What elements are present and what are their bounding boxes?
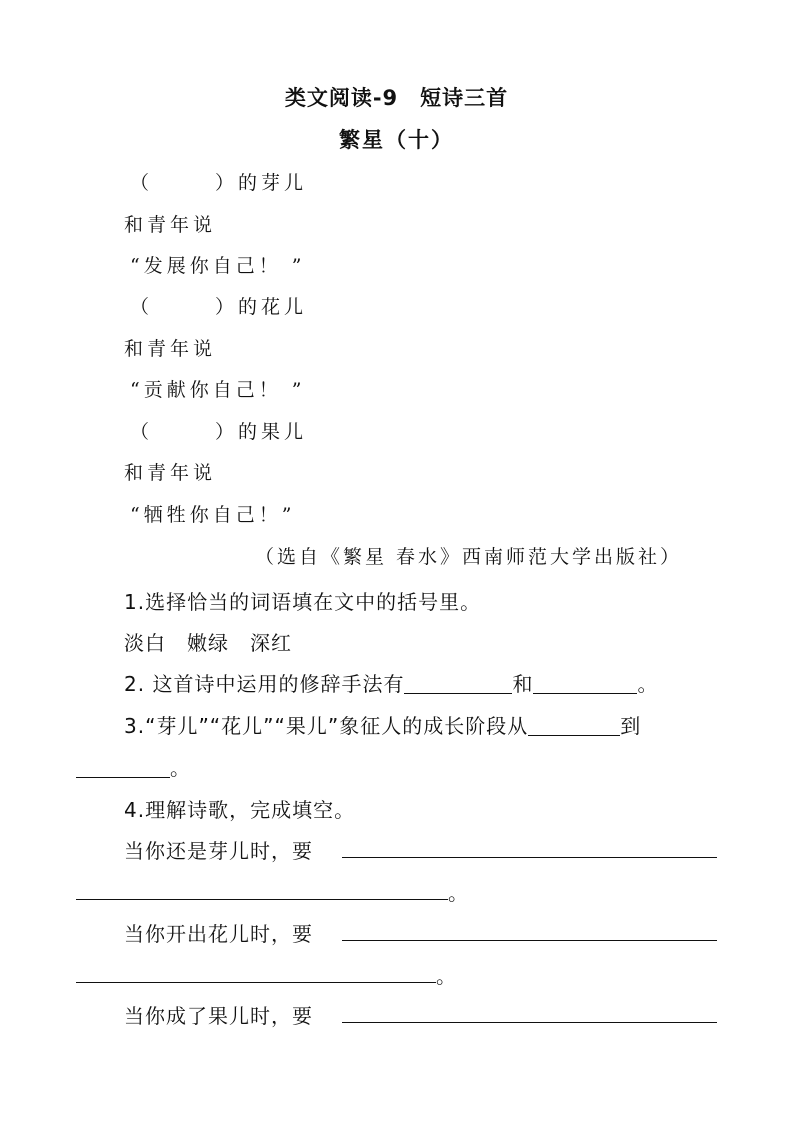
poem-line-3: “发展你自己！ ”	[130, 255, 306, 277]
answer-blank-q2a[interactable]	[404, 673, 512, 694]
poem-line-8: 和青年说	[124, 462, 217, 484]
poem-line-2: 和青年说	[124, 214, 217, 236]
answer-line-4-2a[interactable]	[342, 940, 717, 941]
poem-line-4: （ ）的花儿	[130, 296, 308, 318]
question-1: 1.选择恰当的词语填在文中的括号里。	[124, 590, 482, 614]
poem-line-9: “牺牲你自己！”	[130, 504, 296, 526]
poem-line-6: “贡献你自己！ ”	[130, 379, 306, 401]
title-topic: 短诗三首	[420, 86, 509, 110]
answer-line-4-3a[interactable]	[342, 1022, 717, 1023]
question-4-item-3: 当你成了果儿时，要	[124, 1004, 313, 1028]
poem-title: 繁星（十）	[339, 128, 454, 152]
question-3: 3.“芽儿”“花儿”“果儿”象征人的成长阶段从 到	[124, 714, 642, 738]
question-4-item-1: 当你还是芽儿时，要	[124, 839, 313, 863]
question-4: 4.理解诗歌，完成填空。	[124, 798, 356, 822]
question-1-options: 淡白 嫩绿 深红	[124, 631, 292, 655]
poem-line-1: （ ）的芽儿	[130, 172, 308, 194]
answer-blank-q2b[interactable]	[533, 673, 637, 694]
answer-blank-q3b[interactable]	[76, 757, 170, 778]
question-3-cont: 。	[76, 752, 191, 781]
answer-line-4-1a[interactable]	[342, 857, 717, 858]
title-lesson: 类文阅读-9	[284, 86, 399, 110]
answer-blank-q3a[interactable]	[528, 715, 620, 736]
question-4-item-2: 当你开出花儿时，要	[124, 922, 313, 946]
poem-line-7: （ ）的果儿	[130, 421, 308, 443]
poem-source: （选自《繁星 春水》西南师范大学出版社）	[255, 546, 683, 568]
poem-line-5: 和青年说	[124, 338, 217, 360]
answer-line-4-2b[interactable]	[76, 982, 436, 983]
period: 。	[436, 964, 457, 988]
answer-line-4-1b[interactable]	[76, 899, 448, 900]
question-2: 2. 这首诗中运用的修辞手法有 和 。	[124, 672, 659, 696]
period: 。	[448, 881, 469, 905]
page-title	[0, 82, 793, 112]
